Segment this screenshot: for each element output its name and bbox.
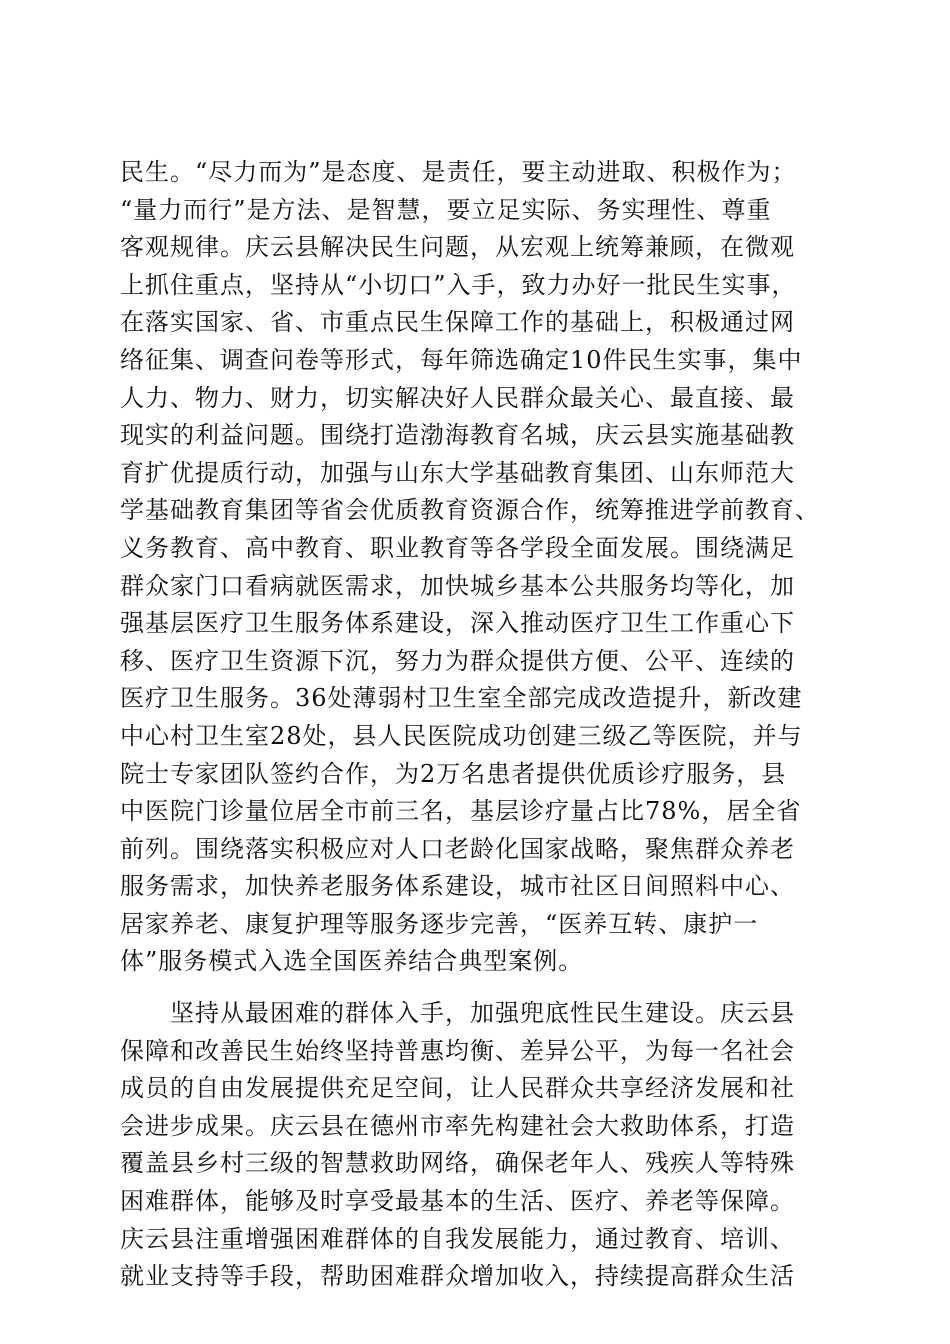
text-line: 前列。围绕落实积极应对人口老龄化国家战略，聚焦群众养老 — [120, 834, 795, 863]
text-line: 群众家门口看病就医需求，加快城乡基本公共服务均等化，加 — [120, 571, 795, 600]
paragraph-2 — [120, 995, 835, 1296]
text-line: 强基层医疗卫生服务体系建设，深入推动医疗卫生工作重心下 — [120, 609, 795, 638]
text-line: 在落实国家、省、市重点民生保障工作的基础上，积极通过网 — [120, 308, 795, 337]
text-line: “量力而行”是方法、是智慧，要立足实际、务实理性、尊重 — [120, 195, 772, 224]
text-line: 现实的利益问题。围绕打造渤海教育名城，庆云县实施基础教 — [120, 421, 795, 450]
text-line: 会进步成果。庆云县在德州市率先构建社会大救助体系，打造 — [120, 1111, 795, 1140]
text-line: 院士专家团队签约合作，为2万名患者提供优质诊疗服务，县 — [120, 759, 787, 788]
text-line: 服务需求，加快养老服务体系建设，城市社区日间照料中心、 — [120, 872, 795, 901]
text-line: 就业支持等手段，帮助困难群众增加收入，持续提高群众生活 — [120, 1262, 795, 1291]
text-line: 学基础教育集团等省会优质教育资源合作，统筹推进学前教育、 — [120, 496, 820, 525]
text-line: 坚持从最困难的群体入手，加强兜底性民生建设。庆云县 — [120, 999, 795, 1028]
text-line: 成员的自由发展提供充足空间，让人民群众共享经济发展和社 — [120, 1074, 795, 1103]
text-line: 上抓住重点，坚持从“小切口”入手，致力办好一批民生实事， — [120, 270, 797, 299]
text-line: 体”服务模式入选全国医养结合典型案例。 — [120, 947, 584, 976]
text-line: 移、医疗卫生资源下沉，努力为群众提供方便、公平、连续的 — [120, 646, 795, 675]
paragraph-1 — [120, 154, 835, 981]
text-line: 庆云县注重增强困难群体的自我发展能力，通过教育、培训、 — [120, 1224, 795, 1253]
text-line: 医疗卫生服务。36处薄弱村卫生室全部完成改造提升，新改建 — [120, 684, 803, 713]
document-body — [120, 154, 835, 1296]
text-line: 义务教育、高中教育、职业教育等各学段全面发展。围绕满足 — [120, 533, 795, 562]
text-line: 育扩优提质行动，加强与山东大学基础教育集团、山东师范大 — [120, 458, 795, 487]
text-line: 客观规律。庆云县解决民生问题，从宏观上统筹兼顾，在微观 — [120, 233, 795, 262]
text-line: 居家养老、康复护理等服务逐步完善，“医养互转、康护一 — [120, 909, 759, 938]
text-line: 络征集、调查问卷等形式，每年筛选确定10件民生实事，集中 — [120, 345, 803, 374]
text-line: 民生。“尽力而为”是态度、是责任，要主动进取、积极作为； — [120, 158, 797, 186]
text-line: 困难群体，能够及时享受最基本的生活、医疗、养老等保障。 — [120, 1187, 795, 1216]
paragraph-gap — [120, 981, 835, 995]
text-line: 保障和改善民生始终坚持普惠均衡、差异公平，为每一名社会 — [120, 1036, 795, 1065]
text-line: 中医院门诊量位居全市前三名，基层诊疗量占比78%，居全省 — [120, 797, 802, 826]
text-line: 覆盖县乡村三级的智慧救助网络，确保老年人、残疾人等特殊 — [120, 1149, 795, 1178]
text-line: 人力、物力、财力，切实解决好人民群众最关心、最直接、最 — [120, 383, 795, 412]
text-line: 中心村卫生室28处，县人民医院成功创建三级乙等医院，并与 — [120, 721, 803, 750]
